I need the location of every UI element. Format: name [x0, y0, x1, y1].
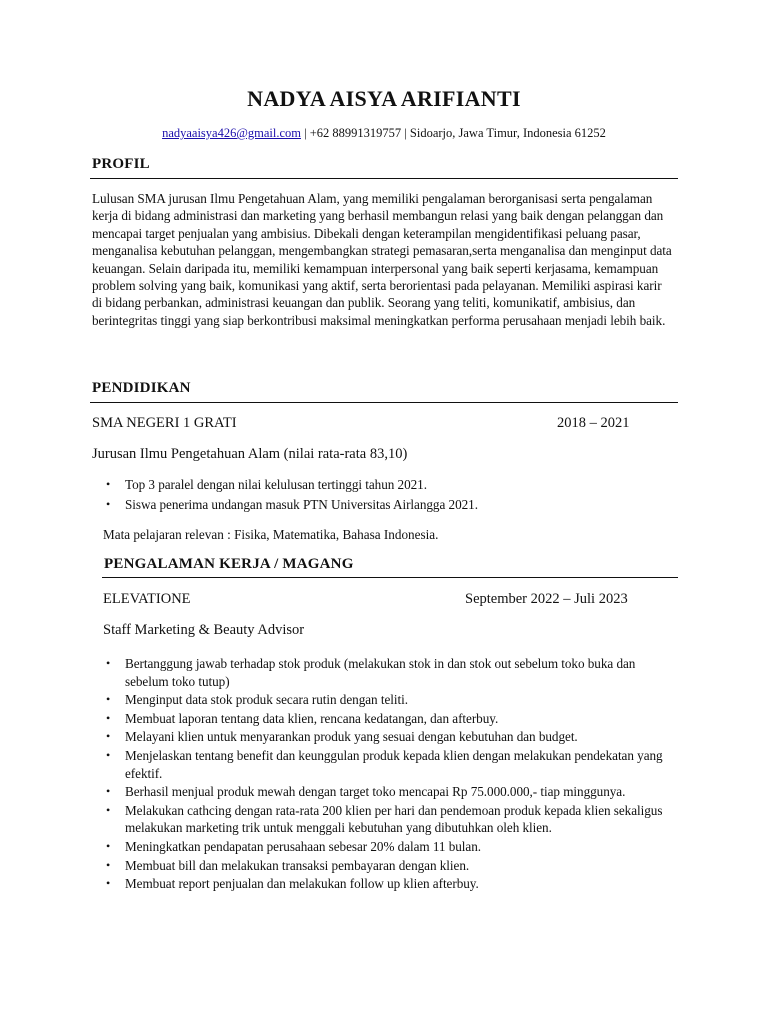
contact-details: | +62 88991319757 | Sidoarjo, Jawa Timur, Indonesia 61252 — [300, 126, 606, 140]
school-years: 2018 – 2021 — [557, 415, 630, 431]
list-item — [103, 838, 675, 856]
section-divider — [102, 577, 678, 578]
job-title: Staff Marketing & Beauty Advisor — [103, 622, 305, 638]
list-item-text: Melakukan cathcing dengan rata-rata 200 klien per hari dan pendemoan produk kepada klien sekaligus melakukan marketing trik untuk menggali kebutuhan yang dibutuhkan oleh klien. — [125, 802, 663, 836]
list-item-text: Melayani klien untuk menyarankan produk yang sesuai dengan kebutuhan dan budget. — [125, 729, 578, 745]
relevant-subjects: Mata pelajaran relevan : Fisika, Matematika, Bahasa Indonesia. — [103, 527, 439, 542]
list-item — [103, 802, 675, 837]
bullet-icon: • — [106, 838, 111, 853]
list-item — [103, 476, 673, 494]
list-item — [103, 655, 675, 690]
list-item-text: Siswa penerima undangan masuk PTN Universitas Airlangga 2021. — [125, 496, 478, 512]
list-item-text: Membuat laporan tentang data klien, rencana kedatangan, dan afterbuy. — [125, 710, 499, 726]
list-item-text: Bertanggung jawab terhadap stok produk (melakukan stok in dan stok out sebelum toko buka dan sebelum toko tutup) — [125, 656, 636, 689]
list-item — [103, 747, 675, 782]
bullet-icon: • — [106, 784, 111, 799]
email-link[interactable]: nadyaaisya426@gmail.com — [162, 126, 301, 140]
school-major: Jurusan Ilmu Pengetahuan Alam (nilai rata-rata 83,10) — [92, 446, 408, 462]
bullet-icon: • — [106, 802, 111, 817]
job-responsibilities — [103, 655, 675, 894]
list-item-text: Membuat report penjualan dan melakukan follow up klien afterbuy. — [125, 876, 479, 892]
bullet-icon: • — [106, 477, 111, 491]
section-heading-pendidikan: PENDIDIKAN — [92, 380, 191, 396]
list-item — [103, 496, 673, 514]
section-divider — [90, 178, 678, 179]
section-divider — [90, 402, 678, 403]
candidate-name: NADYA AISYA ARIFIANTI — [247, 86, 521, 111]
list-item — [103, 857, 675, 875]
list-item — [103, 691, 675, 709]
list-item — [103, 875, 675, 893]
company-name: ELEVATIONE — [103, 591, 191, 607]
list-item-text: Menjelaskan tentang benefit dan keunggulan produk kepada klien dengan melakukan pendekatan yang efektif. — [125, 747, 663, 781]
list-item-text: Membuat bill dan melakukan transaksi pembayaran dengan klien. — [125, 857, 470, 873]
bullet-icon: • — [106, 729, 111, 744]
section-heading-pengalaman: PENGALAMAN KERJA / MAGANG — [104, 556, 354, 572]
employment-period: September 2022 – Juli 2023 — [465, 591, 628, 607]
list-item-text: Meningkatkan pendapatan perusahaan sebesar 20% dalam 11 bulan. — [125, 838, 482, 854]
list-item — [103, 728, 675, 746]
profile-summary: Lulusan SMA jurusan Ilmu Pengetahuan Alam, yang memiliki pengalaman berorganisasi serta pengalaman kerja di bidang administrasi dan marketing yang berhasil membangun relasi yang baik dengan pelanggan dan mencapai target penjualan yang ambisius. Dibekali dengan keterampilan mengidentifikasi peluang pasar, menganalisa kebutuhan pelanggan, mengembangkan strategi pemasaran,serta menganalisa dan menginput data keuangan. Selain daripada itu, memiliki kemampuan interpersonal yang baik seperti kerjasama, kemampuan problem solving yang baik, komunikasi yang aktif, serta berorientasi pada pelayanan. Memiliki aspirasi karir di bidang perbankan, administrasi keuangan dan publik. Seorang yang teliti, komunikatif, ambisius, dan berintegritas tinggi yang siap berkontribusi maksimal meningkatkan performa perusahaan menjadi lebih baik. — [92, 191, 672, 328]
bullet-icon: • — [106, 747, 111, 762]
bullet-icon: • — [106, 876, 111, 891]
list-item-text: Menginput data stok produk secara rutin dengan teliti. — [125, 692, 408, 708]
section-heading-profil: PROFIL — [92, 156, 150, 172]
bullet-icon: • — [106, 692, 111, 707]
bullet-icon: • — [106, 656, 111, 670]
contact-line — [0, 126, 768, 141]
list-item — [103, 783, 675, 801]
list-item — [103, 710, 675, 728]
list-item-text: Top 3 paralel dengan nilai kelulusan tertinggi tahun 2021. — [125, 477, 427, 492]
school-name: SMA NEGERI 1 GRATI — [92, 415, 237, 431]
bullet-icon: • — [106, 710, 111, 725]
list-item-text: Berhasil menjual produk mewah dengan target toko mencapai Rp 75.000.000,- tiap minggunya. — [125, 784, 626, 800]
bullet-icon: • — [106, 857, 111, 872]
bullet-icon: • — [106, 496, 111, 511]
education-achievements — [103, 476, 673, 515]
